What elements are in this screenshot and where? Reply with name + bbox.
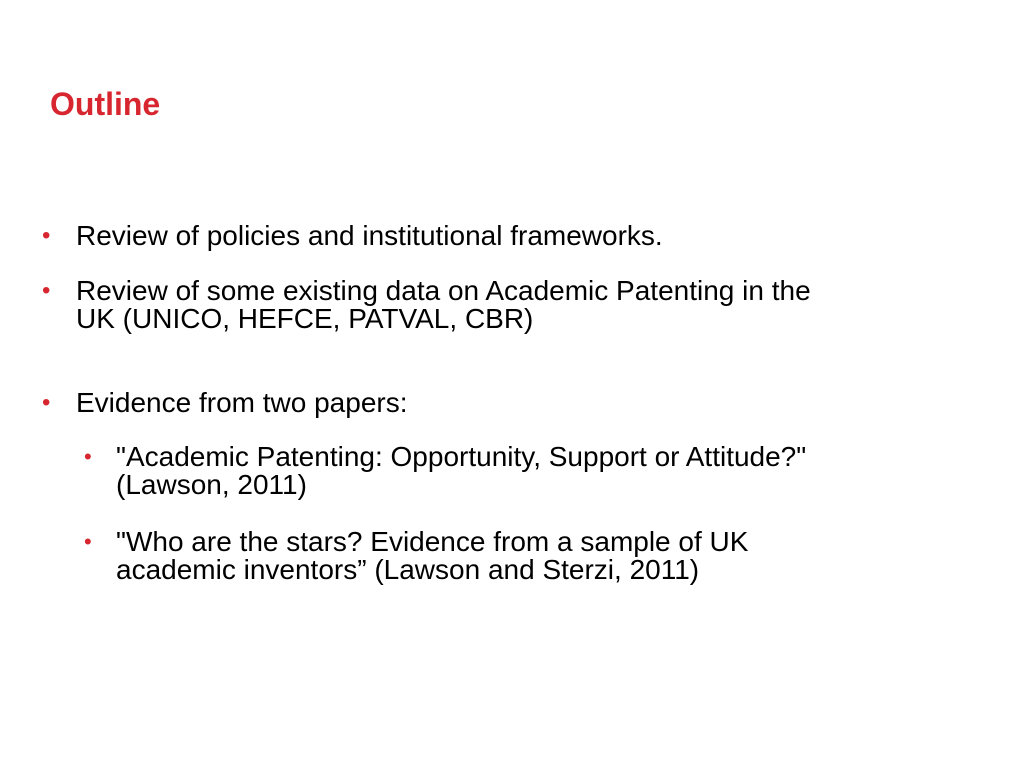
slide-title: Outline	[50, 86, 161, 122]
sub-bullet-item	[84, 526, 749, 585]
bullet-item	[42, 220, 663, 251]
bullet-marker: •	[42, 222, 51, 249]
sub-bullet-line: (Lawson, 2011)	[116, 469, 307, 500]
sub-bullet-marker: •	[84, 529, 92, 554]
bullet-line: Evidence from two papers:	[76, 387, 408, 418]
bullet-marker: •	[42, 277, 51, 304]
bullet-line: Review of some existing data on Academic Patenting in the	[76, 275, 811, 306]
bullet-item	[42, 275, 811, 334]
bullet-line: Review of policies and institutional frameworks.	[76, 220, 663, 251]
sub-bullet-line: "Academic Patenting: Opportunity, Support or Attitude?"	[116, 441, 807, 472]
bullet-marker: •	[42, 389, 51, 416]
sub-bullet-item	[84, 441, 807, 500]
bullet-line: UK (UNICO, HEFCE, PATVAL, CBR)	[76, 303, 534, 334]
bullet-item	[42, 387, 408, 418]
sub-bullet-marker: •	[84, 444, 92, 469]
sub-bullet-line: "Who are the stars? Evidence from a sample of UK	[116, 526, 749, 557]
sub-bullet-line: academic inventors” (Lawson and Sterzi, 2011)	[116, 554, 700, 585]
